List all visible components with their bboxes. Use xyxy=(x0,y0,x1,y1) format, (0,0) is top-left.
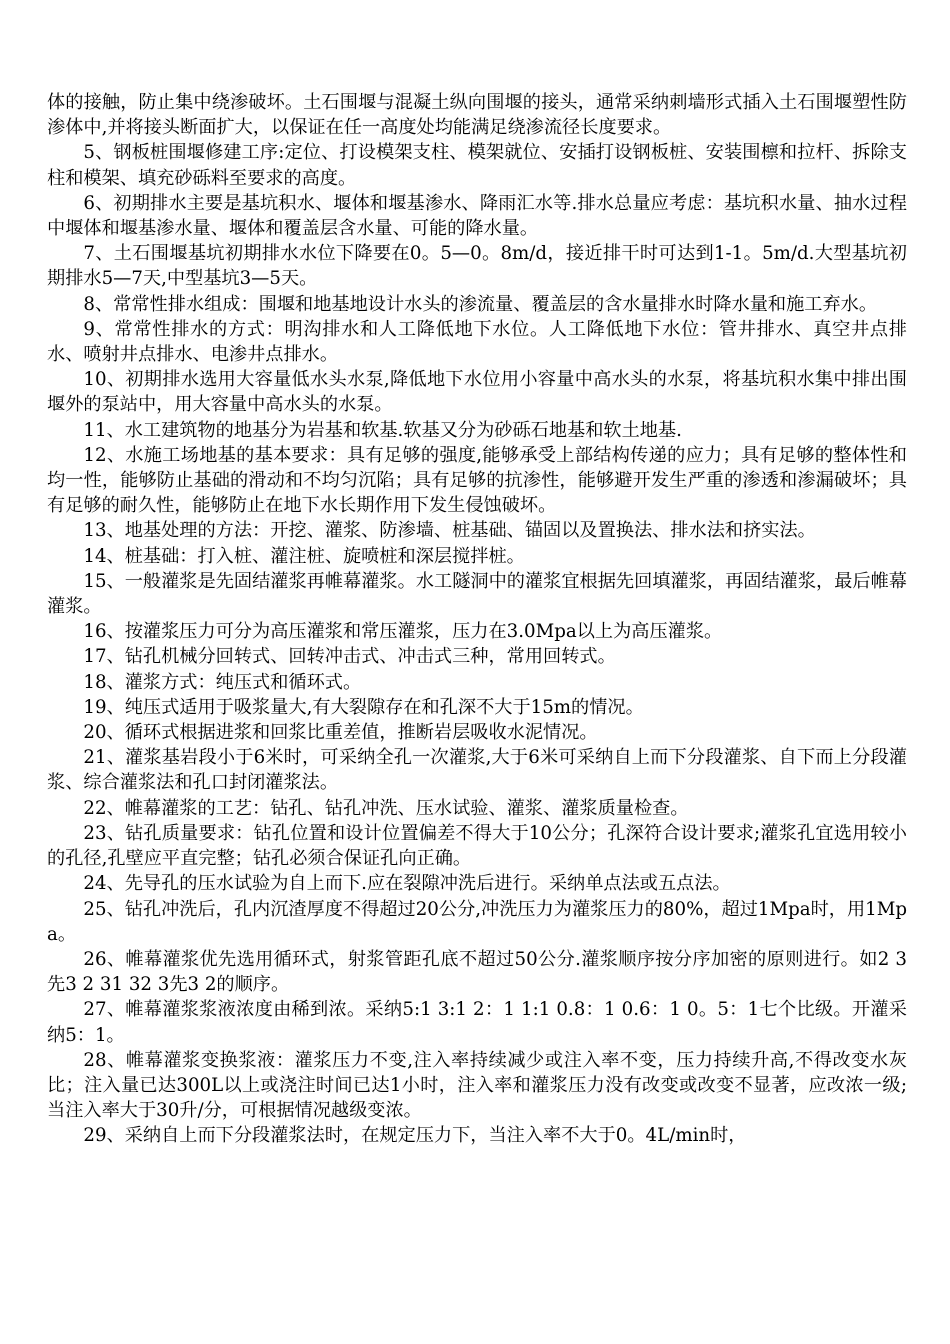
paragraph-14: 18、灌浆方式：纯压式和循环式。 xyxy=(83,671,362,693)
paragraph-4: 8、常常性排水组成：围堰和地基地设计水头的渗流量、覆盖层的含水量排水时降水量和施工弃水。 xyxy=(83,293,878,315)
paragraph-7: 11、水工建筑物的地基分为岩基和软基.软基又分为砂砾石地基和软土地基. xyxy=(83,419,682,441)
paragraph-24: 28、帷幕灌浆变换浆液：灌浆压力不变,注入率持续减少或注入率不变，压力持续升高,不得改变水灰比；注入量已达300L以上或浇注时间已达1小时，注入率和灌浆压力没有改变或改变不显著，应改浓一级;当注入率大于30升/分，可根据情况越级变浓。 xyxy=(47,1049,907,1122)
paragraph-22: 26、帷幕灌浆优先选用循环式，射浆管距孔底不超过50公分.灌浆顺序按分序加密的原则进行。如2 3先3 2 31 32 3先3 2的顺序。 xyxy=(47,948,907,996)
paragraph-0: 体的接触，防止集中绕渗破坏。土石围堰与混凝土纵向围堰的接头，通常采纳刺墙形式插入土石围堰塑性防渗体中,并将接头断面扩大，以保证在任一高度处均能满足绕渗流径长度要求。 xyxy=(47,92,907,139)
paragraph-2: 6、初期排水主要是基坑积水、堰体和堰基渗水、降雨汇水等.排水总量应考虑：基坑积水量、抽水过程中堰体和堰基渗水量、堰体和覆盖层含水量、可能的降水量。 xyxy=(47,192,907,240)
paragraph-21: 25、钻孔冲洗后，孔内沉渣厚度不得超过20公分,冲洗压力为灌浆压力的80%，超过1Mpa时，用1Mpa。 xyxy=(47,898,907,945)
paragraph-25: 29、采纳自上而下分段灌浆法时，在规定压力下，当注入率不大于0。4L/min时， xyxy=(83,1125,747,1147)
paragraph-20: 24、先导孔的压水试验为自上而下.应在裂隙冲洗后进行。采纳单点法或五点法。 xyxy=(83,873,731,895)
paragraph-9: 13、地基处理的方法：开挖、灌浆、防渗墙、桩基础、锚固以及置换法、排水法和挤实法。 xyxy=(83,520,816,542)
paragraph-15: 19、纯压式适用于吸浆量大,有大裂隙存在和孔深不大于15m的情况。 xyxy=(83,696,644,718)
paragraph-13: 17、钻孔机械分回转式、回转冲击式、冲击式三种，常用回转式。 xyxy=(83,646,616,668)
paragraph-17: 21、灌浆基岩段小于6米时，可采纳全孔一次灌浆,大于6米可采纳自上而下分段灌浆、自下而上分段灌浆、综合灌浆法和孔口封闭灌浆法。 xyxy=(47,747,907,794)
document-page xyxy=(47,90,907,1149)
paragraph-16: 20、循环式根据进浆和回浆比重差值，推断岩层吸收水泥情况。 xyxy=(83,722,598,744)
paragraph-6: 10、初期排水选用大容量低水头水泵,降低地下水位用小容量中高水头的水泵，将基坑积水集中排出围堰外的泵站中，用大容量中高水头的水泵。 xyxy=(47,369,907,416)
paragraph-12: 16、按灌浆压力可分为高压灌浆和常压灌浆，压力在3.0Mpa以上为高压灌浆。 xyxy=(83,621,723,643)
paragraph-18: 22、帷幕灌浆的工艺：钻孔、钻孔冲洗、压水试验、灌浆、灌浆质量检查。 xyxy=(83,797,689,819)
paragraph-3: 7、土石围堰基坑初期排水水位下降要在0。5—0。8m/d，接近排干时可达到1-1。5m/d.大型基坑初期排水5—7天,中型基坑3—5天。 xyxy=(47,243,907,290)
paragraph-5: 9、常常性排水的方式：明沟排水和人工降低地下水位。人工降低地下水位：管井排水、真空井点排水、喷射井点排水、电渗井点排水。 xyxy=(47,318,907,366)
paragraph-11: 15、一般灌浆是先固结灌浆再帷幕灌浆。水工隧洞中的灌浆宜根据先回填灌浆，再固结灌浆，最后帷幕灌浆。 xyxy=(47,570,907,618)
paragraph-23: 27、帷幕灌浆浆液浓度由稀到浓。采纳5:1 3:1 2：1 1:1 0.8：1 0.6：1 0。5：1七个比级。开灌采纳5：1。 xyxy=(47,999,907,1046)
paragraph-8: 12、水施工场地基的基本要求：具有足够的强度,能够承受上部结构传递的应力；具有足够的整体性和均一性，能够防止基础的滑动和不均匀沉陷；具有足够的抗渗性，能够避开发生严重的渗透和渗漏破坏；具有足够的耐久性，能够防止在地下水长期作用下发生侵蚀破坏。 xyxy=(47,444,907,517)
paragraph-10: 14、桩基础：打入桩、灌注桩、旋喷桩和深层搅拌桩。 xyxy=(83,545,525,567)
paragraph-1: 5、钢板桩围堰修建工序:定位、打设模架支柱、模架就位、安插打设钢板桩、安装围檩和拉杆、拆除支柱和模架、填充砂砾料至要求的高度。 xyxy=(47,142,907,189)
paragraph-19: 23、钻孔质量要求：钻孔位置和设计位置偏差不得大于10公分；孔深符合设计要求;灌浆孔宜选用较小的孔径,孔壁应平直完整；钻孔必须合保证孔向正确。 xyxy=(47,822,907,870)
